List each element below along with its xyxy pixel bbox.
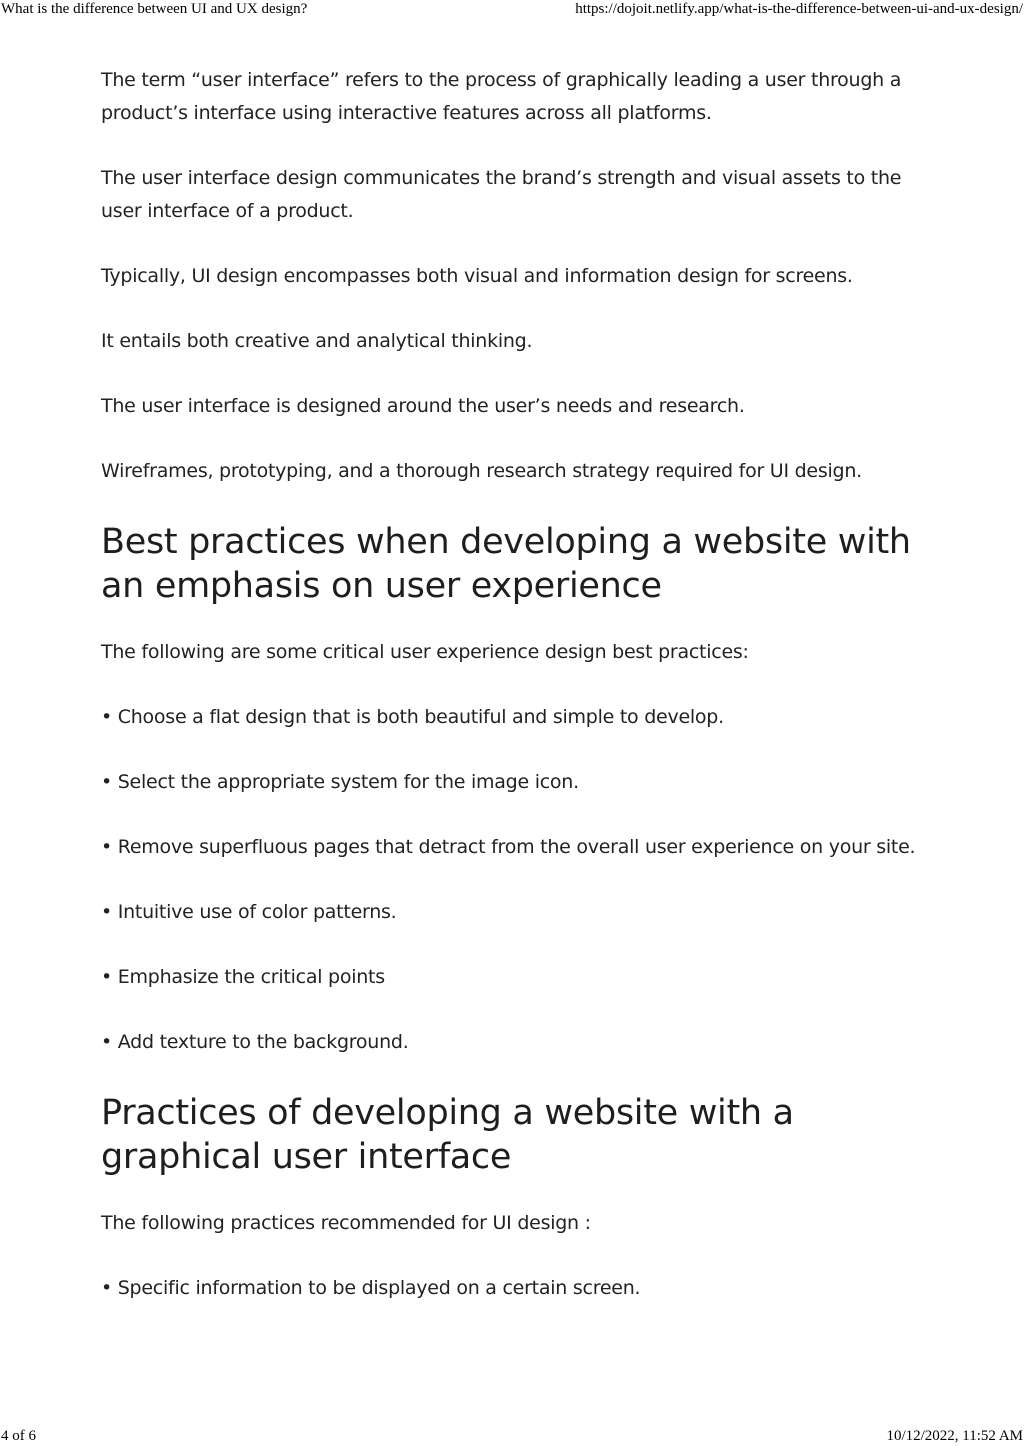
ux-practice-item: • Select the appropriate system for the image icon. (101, 771, 579, 793)
print-page-title: What is the difference between UI and UX design? (1, 1, 308, 17)
print-footer (0, 1428, 1024, 1445)
print-page-number: 4 of 6 (1, 1428, 36, 1444)
intro-paragraph: The term “user interface” refers to the process of graphically leading a user through a product’s interface using interactive features across all platforms. (101, 69, 902, 124)
print-header (0, 1, 1024, 18)
intro-paragraph: The user interface design communicates the brand’s strength and visual assets to the user interface of a product. (101, 167, 902, 222)
ux-section-heading: Best practices when developing a website with an emphasis on user experience (101, 522, 911, 606)
ux-practice-item: • Choose a flat design that is both beautiful and simple to develop. (101, 706, 724, 728)
print-page-url: https://dojoit.netlify.app/what-is-the-difference-between-ui-and-ux-design/ (575, 1, 1023, 17)
ux-practice-item: • Intuitive use of color patterns. (101, 901, 397, 923)
intro-paragraph: The user interface is designed around the user’s needs and research. (101, 395, 745, 417)
ui-section-heading: Practices of developing a website with a graphical user interface (101, 1093, 794, 1177)
ui-section-lead: The following practices recommended for UI design : (101, 1212, 591, 1234)
ux-practice-item: • Remove superfluous pages that detract from the overall user experience on your site. (101, 836, 916, 858)
intro-paragraph: Wireframes, prototyping, and a thorough research strategy required for UI design. (101, 460, 862, 482)
print-datetime: 10/12/2022, 11:52 AM (886, 1428, 1023, 1444)
ui-practice-item: • Specific information to be displayed on a certain screen. (101, 1277, 641, 1299)
ux-section-lead: The following are some critical user experience design best practices: (101, 641, 749, 663)
ux-practice-item: • Add texture to the background. (101, 1031, 409, 1053)
ux-practice-item: • Emphasize the critical points (101, 966, 385, 988)
intro-paragraph: It entails both creative and analytical thinking. (101, 330, 533, 352)
article-content (101, 64, 931, 1337)
intro-paragraph: Typically, UI design encompasses both visual and information design for screens. (101, 265, 853, 287)
